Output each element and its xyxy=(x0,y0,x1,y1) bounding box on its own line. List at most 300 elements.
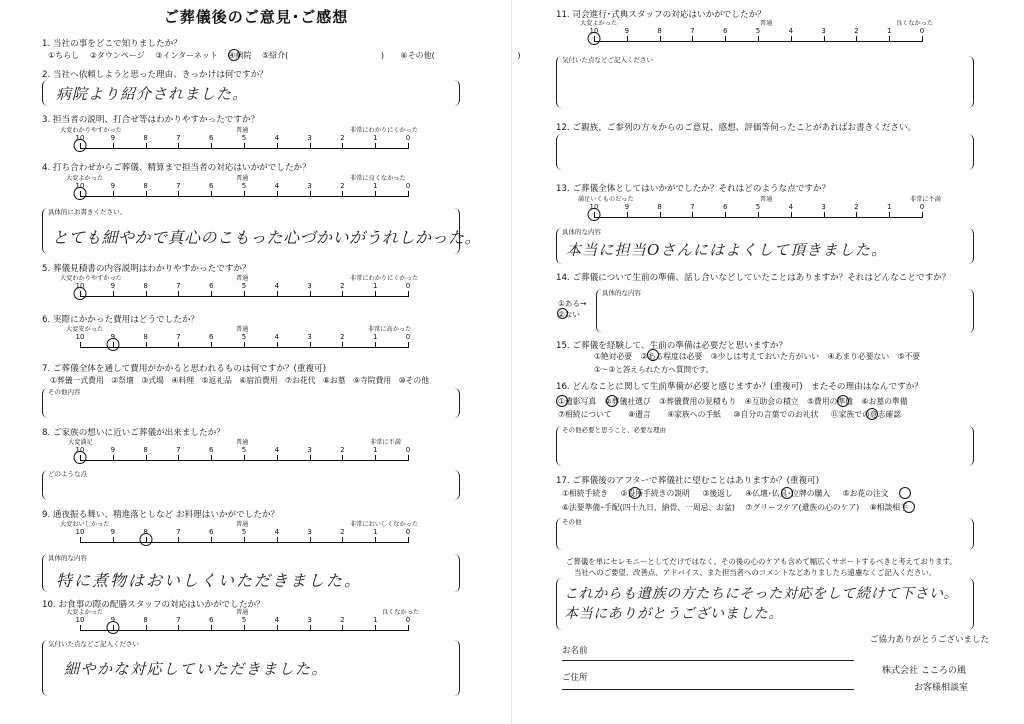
option-6: ⑥法要準備･手配(四十九日、納骨、一周忌、お盆) xyxy=(562,503,735,512)
scale-tick xyxy=(244,291,245,297)
scale-tick xyxy=(375,455,376,461)
option-5: ⑤不要 xyxy=(897,352,921,361)
scale-number: 1 xyxy=(372,282,378,290)
scale-tick xyxy=(375,537,376,543)
option-1: ①遺影写真 xyxy=(558,397,597,406)
scale-right-label: 良くなかった xyxy=(896,20,934,27)
question-4-rating-scale xyxy=(66,175,411,210)
scale-number: 10 xyxy=(75,134,85,142)
question-13-handwritten-answer: 本当に担当Oさんにはよくして頂きました。 xyxy=(566,241,888,259)
question-3: 3. 担当者の説明、打合せ等はわかりやすかったですか？ xyxy=(42,115,260,125)
scale-tick xyxy=(725,36,726,42)
closing-text-2: 当社へのご要望、改善点、アドバイス、また担当者へのコメントなどありましたら遠慮なくご記入ください。 xyxy=(574,568,937,577)
scale-tick xyxy=(178,191,179,197)
scale-tick xyxy=(856,212,857,218)
scale-number: 0 xyxy=(405,282,411,290)
scale-left-label: 大変わかりやすかった xyxy=(60,127,122,134)
scale-right-label: 非常にわかりにくかった xyxy=(350,275,419,282)
option-townpage: ②タウンページ xyxy=(89,51,145,60)
question-17-answer-box xyxy=(556,518,974,550)
box-caption: 気付いた点などご記入ください xyxy=(562,56,653,64)
question-16-options-row2 xyxy=(558,409,901,420)
scale-tick xyxy=(178,625,179,631)
question-3-rating-scale xyxy=(60,127,419,162)
option-2: ②ある程度は必要 xyxy=(640,352,703,361)
q15-followup-note: ①～③と答えられた方へ質問です。 xyxy=(594,365,714,374)
scale-tick xyxy=(211,143,212,149)
option-7: ⑦グリーフケア(遺族の心のケア) xyxy=(745,503,860,512)
scale-number: 1 xyxy=(372,446,378,454)
scale-tick xyxy=(660,212,661,218)
option-4: ④料理 xyxy=(171,376,195,385)
scale-number: 1 xyxy=(886,203,892,211)
scale-tick xyxy=(791,36,792,42)
scale-number: 5 xyxy=(241,182,247,190)
name-label: お名前 xyxy=(562,646,588,656)
question-2: 2. 当社へ依頼しようと思った理由、きっかけは何ですか？ xyxy=(42,70,268,80)
scale-tick xyxy=(824,212,825,218)
scale-number: 10 xyxy=(75,182,85,190)
scale-mid-label: 普通 xyxy=(236,521,249,528)
selected-option-circle xyxy=(899,487,911,499)
box-caption: 具体的な内容 xyxy=(48,554,87,562)
scale-number: 1 xyxy=(372,528,378,536)
scale-number: 9 xyxy=(624,27,630,35)
scale-mid-label: 普通 xyxy=(760,196,773,203)
scale-tick xyxy=(277,537,278,543)
scale-tick xyxy=(627,212,628,218)
scale-tick xyxy=(211,537,212,543)
scale-number: 8 xyxy=(143,446,148,454)
selected-option-circle xyxy=(606,395,618,407)
scale-number: 5 xyxy=(241,282,247,290)
scale-number: 3 xyxy=(307,528,312,536)
question-11-answer-box xyxy=(556,56,974,108)
scale-mid-label: 普通 xyxy=(236,609,249,616)
scale-right-label: 非常においしくなかった xyxy=(350,521,419,528)
selected-option-circle xyxy=(557,308,568,319)
scale-right-label: 非常に不満 xyxy=(370,439,401,446)
scale-tick xyxy=(178,342,179,348)
scale-tick xyxy=(211,342,212,348)
name-underline xyxy=(562,660,854,661)
scale-tick xyxy=(310,291,311,297)
question-7-answer-box xyxy=(42,388,460,418)
scale-number: 10 xyxy=(75,282,85,290)
scale-right-label: 非常に良くなかった xyxy=(350,175,406,182)
scale-number: 8 xyxy=(657,27,662,35)
scale-number: 4 xyxy=(274,282,280,290)
scale-tick xyxy=(178,291,179,297)
scale-tick xyxy=(408,191,409,197)
scale-tick xyxy=(375,191,376,197)
scale-left-label: 満足いくものだった xyxy=(578,196,634,203)
scale-tick xyxy=(375,143,376,149)
scale-number: 4 xyxy=(788,203,794,211)
scale-left-label: 大変よかった xyxy=(66,175,104,182)
question-14: 14. ご葬儀について生前の準備、話し合いなどしていたことはありますか？それはどんなことですか？ xyxy=(556,273,951,283)
question-16-answer-box xyxy=(556,426,974,466)
option-8: ⑧お墓 xyxy=(322,376,346,385)
question-5: 5. 葬儀見積書の内容説明はわかりやすかったですか？ xyxy=(42,264,251,274)
scale-tick xyxy=(113,291,114,297)
scale-number: 1 xyxy=(372,333,378,341)
question-8-answer-box xyxy=(42,470,460,500)
scale-number: 9 xyxy=(110,616,116,624)
scale-tick xyxy=(113,537,114,543)
option-8: ⑧相談相手 xyxy=(869,503,908,512)
department-name: お客様相談室 xyxy=(914,683,969,693)
scale-tick xyxy=(310,143,311,149)
scale-tick xyxy=(178,537,179,543)
scale-tick xyxy=(310,342,311,348)
question-9-handwritten-answer: 特に煮物はおいしくいただきました。 xyxy=(56,571,363,590)
question-15: 15. ご葬儀を経験して、生前の準備は必要だと思いますか？ xyxy=(556,341,788,351)
scale-number: 4 xyxy=(274,134,280,142)
box-caption: 具体的にお書きください。 xyxy=(48,208,126,216)
scale-number: 6 xyxy=(208,616,214,624)
scale-number: 8 xyxy=(143,182,148,190)
scale-number: 6 xyxy=(208,182,214,190)
scale-mid-label: 普通 xyxy=(236,175,249,182)
scale-tick xyxy=(408,342,409,348)
scale-number: 6 xyxy=(208,134,214,142)
scale-tick xyxy=(80,342,81,348)
scale-tick xyxy=(660,36,661,42)
scale-number: 4 xyxy=(274,528,280,536)
scale-number: 0 xyxy=(919,203,925,211)
scale-tick xyxy=(80,625,81,631)
scale-tick xyxy=(922,212,923,218)
scale-number: 4 xyxy=(274,446,280,454)
scale-number: 7 xyxy=(176,134,181,142)
question-12: 12. ご親族、ご参列の方々からのご意見、感想、評価等伺ったことがあればお書きください。 xyxy=(556,123,917,133)
box-caption: 具体的な内容 xyxy=(562,228,601,236)
question-15-options xyxy=(594,351,920,362)
scale-number: 7 xyxy=(176,282,181,290)
scale-tick xyxy=(889,36,890,42)
page-title: ご葬儀後のご意見･ご感想 xyxy=(163,8,349,26)
scale-number: 2 xyxy=(340,528,345,536)
option-10: ⑩その他 xyxy=(398,376,430,385)
question-6: 6. 実際にかかった費用はどうでしたか？ xyxy=(42,315,200,325)
scale-tick xyxy=(758,36,759,42)
company-name: 株式会社 こころの風 xyxy=(882,666,966,676)
selected-rating-circle xyxy=(74,187,87,200)
scale-tick xyxy=(310,625,311,631)
option-2: ②祭壇 xyxy=(111,376,134,385)
scale-number: 0 xyxy=(405,134,411,142)
scale-number: 3 xyxy=(307,134,312,142)
scale-tick xyxy=(277,291,278,297)
selected-rating-circle xyxy=(588,32,601,45)
scale-left-label: 大変満足 xyxy=(68,439,93,446)
question-5-rating-scale xyxy=(60,275,419,310)
question-11: 11. 司会進行･式典スタッフの対応はいかがでしたか？ xyxy=(556,10,766,20)
question-4: 4. 打ち合わせからご葬儀、精算まで担当者の対応はいかがでしたか？ xyxy=(42,163,311,173)
scale-right-label: 非常に不満 xyxy=(910,196,941,203)
scale-number: 8 xyxy=(143,616,148,624)
scale-number: 8 xyxy=(143,528,148,536)
scale-tick xyxy=(375,291,376,297)
question-4-handwritten-answer: とても細やかで真心のこもった心づかいがうれしかった。 xyxy=(52,228,482,247)
box-caption: その他必要と思うこと、必要な理由 xyxy=(562,426,666,434)
scale-tick xyxy=(113,143,114,149)
scale-tick xyxy=(824,36,825,42)
question-16: 16. どんなことに関して生前準備が必要と感じますか？(重複可) またその理由はなんですか？ xyxy=(556,382,923,392)
question-14-answer-box xyxy=(596,289,974,333)
scale-number: 8 xyxy=(143,134,148,142)
scale-tick xyxy=(113,191,114,197)
scale-number: 3 xyxy=(307,282,312,290)
scale-number: 6 xyxy=(722,203,728,211)
scale-tick xyxy=(725,212,726,218)
scale-tick xyxy=(310,191,311,197)
scale-number: 7 xyxy=(690,27,695,35)
scale-number: 7 xyxy=(690,203,695,211)
option-11: ⑪家族での意志確認 xyxy=(830,410,902,419)
scale-number: 5 xyxy=(241,134,247,142)
scale-number: 6 xyxy=(208,446,214,454)
scale-tick xyxy=(146,625,147,631)
scale-number: 10 xyxy=(75,446,85,454)
scale-tick xyxy=(211,191,212,197)
scale-number: 2 xyxy=(854,27,859,35)
question-10-handwritten-answer: 細やかな対応していただきました。 xyxy=(64,660,329,678)
option-5: ⑤返礼品 xyxy=(201,376,232,385)
option-6: ⑥お墓の準備 xyxy=(861,397,908,406)
option-2: ②役所手続きの説明 xyxy=(620,489,690,498)
option-internet: ③インターネット xyxy=(155,51,218,60)
scale-mid-label: 普通 xyxy=(760,20,773,27)
scale-number: 2 xyxy=(340,282,345,290)
scale-number: 9 xyxy=(110,446,116,454)
scale-number: 3 xyxy=(307,616,312,624)
question-7: 7. ご葬儀全体を通して費用がかかると思われるものは何ですか？(重複可) xyxy=(42,364,327,374)
option-3: ③式場 xyxy=(141,376,164,385)
scale-number: 2 xyxy=(854,203,859,211)
scale-tick xyxy=(692,212,693,218)
option-7: ⑦相続について xyxy=(558,410,612,419)
option-10: ⑩自分の言葉でのお礼状 xyxy=(733,410,819,419)
selected-rating-circle xyxy=(74,287,87,300)
scale-tick xyxy=(277,342,278,348)
scale-number: 5 xyxy=(755,203,761,211)
scale-number: 9 xyxy=(110,182,116,190)
scale-tick xyxy=(856,36,857,42)
scale-number: 2 xyxy=(340,616,345,624)
scale-number: 0 xyxy=(919,27,925,35)
option-4: ④あまり必要ない xyxy=(827,352,890,361)
scale-number: 1 xyxy=(372,616,378,624)
option-1: ①相続手続き xyxy=(562,489,608,498)
scale-number: 7 xyxy=(176,446,181,454)
scale-tick xyxy=(244,143,245,149)
selected-option-circle xyxy=(903,501,915,513)
scale-tick xyxy=(758,212,759,218)
box-caption: その他内容 xyxy=(48,388,81,396)
scale-number: 5 xyxy=(241,528,247,536)
scale-tick xyxy=(211,455,212,461)
scale-tick xyxy=(244,625,245,631)
box-caption: その他 xyxy=(562,518,582,526)
scale-tick xyxy=(692,36,693,42)
scale-number: 10 xyxy=(589,27,599,35)
scale-number: 5 xyxy=(241,446,247,454)
scale-mid-label: 普通 xyxy=(236,439,249,446)
scale-right-label: 非常にわかりにくかった xyxy=(350,127,419,134)
scale-number: 9 xyxy=(110,528,116,536)
option-2: ②葬儀社選び xyxy=(604,397,651,406)
scale-left-label: 大変よかった xyxy=(580,20,618,27)
scale-number: 4 xyxy=(788,27,794,35)
scale-tick xyxy=(922,36,923,42)
scale-number: 5 xyxy=(241,616,247,624)
scale-tick xyxy=(244,455,245,461)
question-17-options-row1 xyxy=(562,488,889,499)
scale-tick xyxy=(342,191,343,197)
scale-mid-label: 普通 xyxy=(236,326,249,333)
selected-option-circle xyxy=(228,49,240,61)
scale-tick xyxy=(80,537,81,543)
option-9: ⑨家族への手紙 xyxy=(667,410,721,419)
scale-number: 7 xyxy=(176,528,181,536)
scale-number: 0 xyxy=(405,333,411,341)
scale-number: 1 xyxy=(372,134,378,142)
selected-rating-circle xyxy=(74,451,87,464)
scale-number: 7 xyxy=(176,182,181,190)
option-5: ⑤費用の準備 xyxy=(807,397,854,406)
scale-number: 0 xyxy=(405,616,411,624)
q14-option-yes: ①ある→ xyxy=(558,299,587,308)
question-8-rating-scale xyxy=(68,439,411,474)
selected-rating-circle xyxy=(139,533,152,546)
selected-rating-circle xyxy=(106,621,119,634)
question-17: 17. ご葬儀後のアフターで葬儀社に望むことはありますか？(重複可) xyxy=(556,476,820,486)
scale-number: 9 xyxy=(110,333,116,341)
scale-number: 8 xyxy=(143,333,148,341)
scale-number: 2 xyxy=(340,446,345,454)
scale-tick xyxy=(342,291,343,297)
option-hospital: ④病院 xyxy=(228,51,252,60)
question-11-rating-scale xyxy=(580,20,934,55)
scale-left-label: 大変わかりやすかった xyxy=(60,275,122,282)
scale-tick xyxy=(146,455,147,461)
scale-tick xyxy=(408,455,409,461)
thanks-message: ご協力ありがとうございました xyxy=(870,635,990,645)
box-caption: どのような点 xyxy=(48,470,87,478)
scale-number: 6 xyxy=(208,333,214,341)
scale-tick xyxy=(146,291,147,297)
option-flyer: ①ちらし xyxy=(48,51,80,60)
option-3: ③後返し xyxy=(702,489,733,498)
scale-number: 2 xyxy=(340,134,345,142)
option-1: ①葬儀一式費用 xyxy=(50,376,104,385)
scale-tick xyxy=(342,455,343,461)
scale-tick xyxy=(178,455,179,461)
scale-number: 4 xyxy=(274,182,280,190)
scale-tick xyxy=(889,212,890,218)
scale-number: 0 xyxy=(405,182,411,190)
scale-tick xyxy=(244,191,245,197)
scale-tick xyxy=(211,625,212,631)
scale-number: 3 xyxy=(307,333,312,341)
scale-tick xyxy=(244,342,245,348)
scale-number: 3 xyxy=(307,182,312,190)
scale-number: 10 xyxy=(589,203,599,211)
question-9-rating-scale xyxy=(60,521,419,556)
option-4: ④互助会の積立 xyxy=(744,397,799,406)
question-13-rating-scale xyxy=(578,196,941,231)
scale-number: 4 xyxy=(274,616,280,624)
option-1: ①絶対必要 xyxy=(594,352,633,361)
option-3: ③少しは考えておいた方がいい xyxy=(710,352,820,361)
question-8: 8. ご家族の想いに近いご葬儀が出来ましたか？ xyxy=(42,428,225,438)
question-9: 9. 通夜振る舞い、精進落としなど お料理はいかがでしたか？ xyxy=(42,510,280,520)
scale-number: 7 xyxy=(176,616,181,624)
selected-rating-circle xyxy=(588,208,601,221)
selected-option-circle xyxy=(837,395,849,407)
scale-mid-label: 普通 xyxy=(236,127,249,134)
scale-right-label: 良くなかった xyxy=(382,609,420,616)
scale-tick xyxy=(146,342,147,348)
question-1-options xyxy=(48,50,528,61)
scale-tick xyxy=(146,191,147,197)
scale-number: 8 xyxy=(657,203,662,211)
scale-number: 5 xyxy=(241,333,247,341)
selected-option-circle xyxy=(647,349,659,361)
question-13: 13. ご葬儀全体としてはいかがでしたか？それはどのような点ですか？ xyxy=(556,184,831,194)
scale-tick xyxy=(277,455,278,461)
selected-option-circle xyxy=(781,487,793,499)
option-referral: ⑤紹介( xyxy=(262,51,289,60)
scale-number: 0 xyxy=(405,446,411,454)
scale-number: 10 xyxy=(75,616,85,624)
scale-left-label: 大変おいしかった xyxy=(60,521,110,528)
option-other-close: ) xyxy=(517,51,521,60)
scale-tick xyxy=(408,291,409,297)
scale-number: 6 xyxy=(208,528,214,536)
scale-left-label: 大変安かった xyxy=(66,326,104,333)
scale-tick xyxy=(408,143,409,149)
scale-number: 8 xyxy=(143,282,148,290)
selected-rating-circle xyxy=(106,338,119,351)
closing-text-1: ご葬儀を単にセレモニーとしてだけではなく、その後の心のケアも含めて幅広くサポートするべきと考えております。 xyxy=(566,557,957,566)
scale-tick xyxy=(342,143,343,149)
scale-tick xyxy=(342,537,343,543)
scale-number: 9 xyxy=(110,134,116,142)
scale-number: 3 xyxy=(307,446,312,454)
survey-page-right xyxy=(512,0,1024,724)
comments-handwritten-line-1: これからも遺族の方たちにそった対応をして続けて下さい。 xyxy=(564,586,959,602)
scale-tick xyxy=(113,455,114,461)
question-17-options-row2 xyxy=(562,502,908,513)
question-7-options xyxy=(50,375,429,386)
question-2-handwritten-answer: 病院より紹介されました。 xyxy=(56,85,249,103)
option-6: ⑥宿泊費用 xyxy=(239,376,278,385)
scale-number: 2 xyxy=(340,182,345,190)
option-other: ⑥その他( xyxy=(400,51,435,60)
option-4: ④仏壇･仏具･位牌の購入 xyxy=(745,489,831,498)
scale-right-label: 非常に高かった xyxy=(368,326,412,333)
box-caption: 具体的な内容 xyxy=(602,289,641,297)
scale-tick xyxy=(627,36,628,42)
selected-rating-circle xyxy=(74,139,87,152)
question-1: 1. 当社の事をどこで知りましたか？ xyxy=(42,39,182,49)
scale-number: 3 xyxy=(821,27,826,35)
scale-number: 6 xyxy=(208,282,214,290)
scale-number: 10 xyxy=(75,333,85,341)
